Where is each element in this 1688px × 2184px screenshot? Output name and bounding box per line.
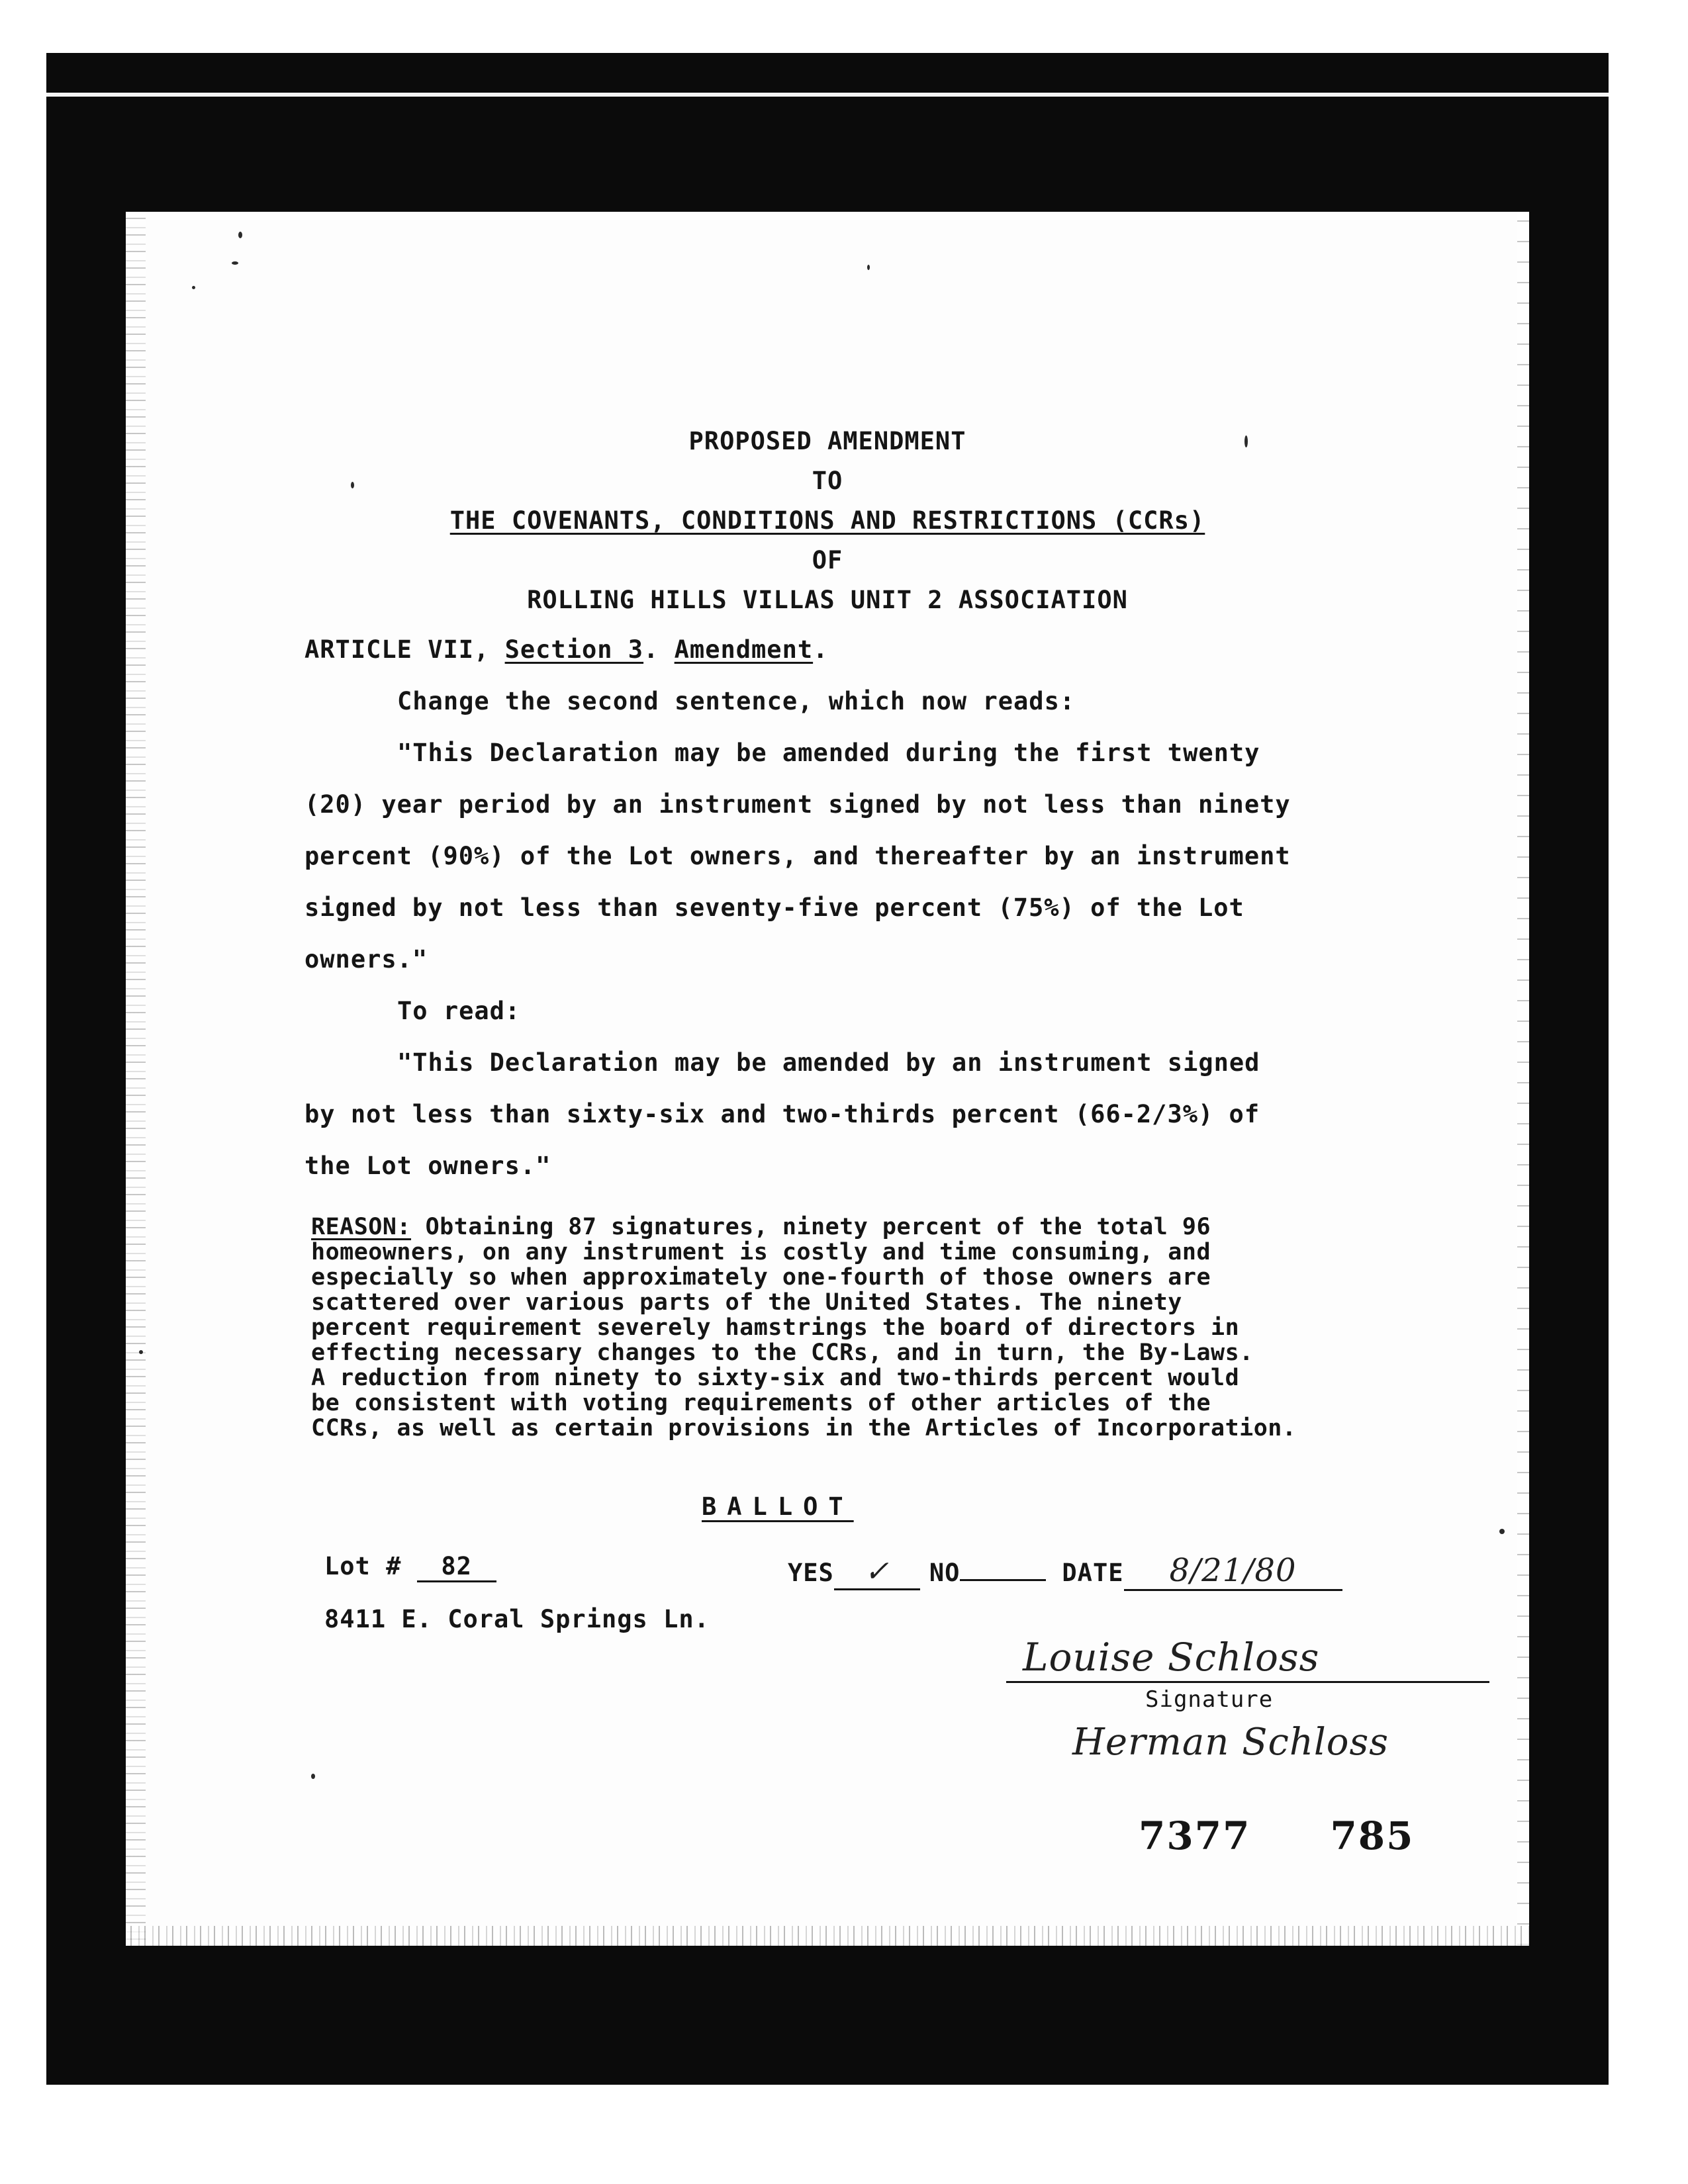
document-page	[126, 212, 1529, 1946]
yes-label: YES	[788, 1559, 834, 1587]
ballot-title: BALLOT	[702, 1492, 854, 1521]
vote-field	[788, 1552, 1342, 1591]
date-value: 8/21/80	[1124, 1552, 1342, 1591]
scan-speck	[139, 1350, 143, 1354]
new-text-line-3: the Lot owners."	[305, 1152, 551, 1180]
lot-field	[324, 1552, 496, 1582]
article-end: .	[813, 635, 829, 664]
change-intro: Change the second sentence, which now reads:	[397, 687, 1076, 715]
scan-speck	[311, 1774, 315, 1779]
scan-speck	[867, 265, 870, 270]
address: 8411 E. Coral Springs Ln.	[324, 1605, 710, 1633]
header-of: OF	[812, 546, 843, 574]
scan-speck	[232, 261, 238, 265]
scan-speck	[238, 232, 242, 238]
reason-label: REASON:	[311, 1214, 412, 1240]
header-title: PROPOSED AMENDMENT	[688, 427, 966, 455]
to-read: To read:	[397, 997, 521, 1025]
old-text-line-1: "This Declaration may be amended during the first twenty	[397, 739, 1260, 767]
article-sep: .	[643, 635, 675, 664]
signature-line	[1006, 1681, 1489, 1683]
article-title: Amendment	[674, 635, 814, 664]
scan-speck	[1499, 1529, 1505, 1534]
old-text-line-5: owners."	[305, 945, 428, 974]
document-numbers	[1139, 1813, 1415, 1858]
date-label: DATE	[1062, 1559, 1124, 1587]
new-text-line-2: by not less than sixty-six and two-thirds percent (66-2/3%) of	[305, 1100, 1260, 1128]
scan-top-stripe	[46, 93, 1609, 97]
lot-value: 82	[417, 1552, 496, 1582]
new-text-line-1: "This Declaration may be amended by an instrument signed	[397, 1048, 1260, 1077]
signature-1: Louise Schloss	[1023, 1635, 1320, 1680]
header-association: ROLLING HILLS VILLAS UNIT 2 ASSOCIATION	[527, 586, 1128, 614]
signature-label: Signature	[1145, 1686, 1274, 1713]
signature-2: Herman Schloss	[1072, 1721, 1389, 1764]
header-to: TO	[812, 467, 843, 495]
no-label: NO	[929, 1559, 961, 1587]
article-section: Section 3	[504, 635, 644, 664]
lot-label: Lot #	[324, 1552, 417, 1580]
yes-check-mark: ✓	[834, 1555, 920, 1590]
old-text-line-4: signed by not less than seventy-five percent (75%) of the Lot	[305, 893, 1244, 922]
header-ccrs: THE COVENANTS, CONDITIONS AND RESTRICTIONS (CCRs)	[449, 506, 1205, 535]
old-text-line-2: (20) year period by an instrument signed by not less than ninety	[305, 790, 1291, 819]
article-heading	[305, 635, 828, 664]
no-blank	[960, 1579, 1046, 1581]
reason-text: Obtaining 87 signatures, ninety percent of the total 96 homeowners, on any instrument is costly and time consuming, and especially so when approximately one-fourth of those owners are scattered over various parts of the United States. The ninety percent requirement severely hamstrings the board of directors in effecting necessary changes to the CCRs, and in turn, the By-Laws. A reduction from ninety to sixty-six and two-thirds percent would be consistent with voting requirements of other articles of the CCRs, as well as certain provisions in the Articles of Incorporation.	[311, 1214, 1297, 1441]
scan-edge-noise-bottom	[126, 1926, 1529, 1946]
article-prefix: ARTICLE VII,	[305, 635, 505, 664]
old-text-line-3: percent (90%) of the Lot owners, and thereafter by an instrument	[305, 842, 1291, 870]
reason-paragraph	[311, 1214, 1383, 1441]
scan-speck	[192, 286, 195, 289]
document-number-first: 7377	[1139, 1813, 1251, 1858]
document-number-second: 785	[1330, 1813, 1415, 1858]
